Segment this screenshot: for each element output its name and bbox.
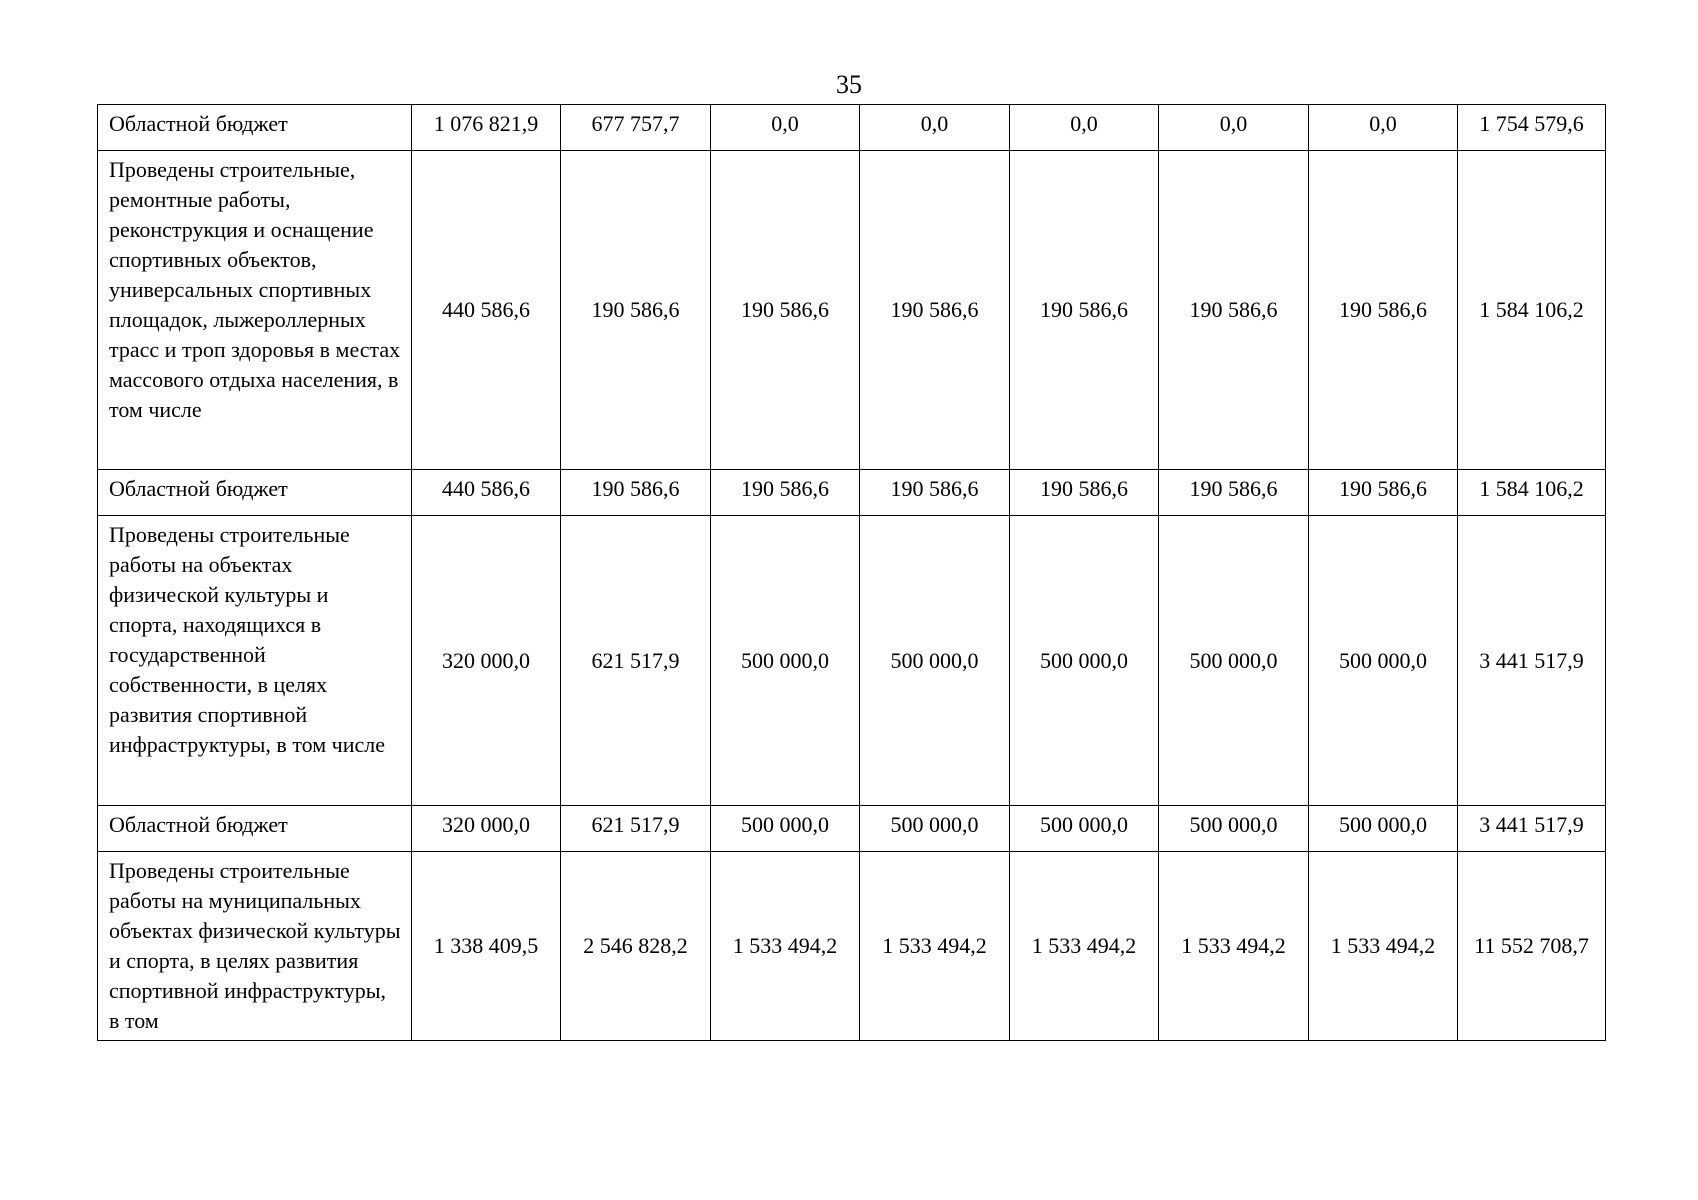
value-cell: 677 757,7: [561, 105, 711, 151]
value-cell: 190 586,6: [1309, 151, 1458, 470]
row-label: Областной бюджет: [98, 470, 412, 516]
value-cell: 0,0: [711, 105, 860, 151]
value-cell: 320 000,0: [412, 516, 561, 806]
value-cell: 190 586,6: [711, 151, 860, 470]
total-cell: 1 754 579,6: [1458, 105, 1606, 151]
value-cell: 500 000,0: [860, 516, 1010, 806]
value-cell: 190 586,6: [1159, 151, 1309, 470]
value-cell: 500 000,0: [1010, 806, 1159, 852]
value-cell: 0,0: [1010, 105, 1159, 151]
budget-table: [97, 104, 1606, 1041]
row-label: Областной бюджет: [98, 806, 412, 852]
value-cell: 500 000,0: [711, 516, 860, 806]
value-cell: 0,0: [1309, 105, 1458, 151]
value-cell: 190 586,6: [561, 470, 711, 516]
value-cell: 621 517,9: [561, 806, 711, 852]
value-cell: 440 586,6: [412, 151, 561, 470]
row-label: Областной бюджет: [98, 105, 412, 151]
table-row: [98, 852, 1606, 1041]
value-cell: 190 586,6: [1159, 470, 1309, 516]
total-cell: 1 584 106,2: [1458, 151, 1606, 470]
value-cell: 1 533 494,2: [860, 852, 1010, 1041]
table-row: [98, 470, 1606, 516]
value-cell: 500 000,0: [1010, 516, 1159, 806]
value-cell: 2 546 828,2: [561, 852, 711, 1041]
value-cell: 440 586,6: [412, 470, 561, 516]
value-cell: 1 076 821,9: [412, 105, 561, 151]
value-cell: 1 533 494,2: [1010, 852, 1159, 1041]
page-number: 35: [836, 70, 862, 99]
value-cell: 500 000,0: [1309, 516, 1458, 806]
value-cell: 190 586,6: [1309, 470, 1458, 516]
total-cell: 3 441 517,9: [1458, 516, 1606, 806]
value-cell: 0,0: [1159, 105, 1309, 151]
row-label: Проведены строительные работы на объектах физической культуры и спорта, находящихся в государственной собственности, в целях развития спортивной инфраструктуры, в том числе: [98, 516, 412, 806]
value-cell: 1 533 494,2: [711, 852, 860, 1041]
value-cell: 621 517,9: [561, 516, 711, 806]
value-cell: 190 586,6: [711, 470, 860, 516]
value-cell: 190 586,6: [860, 151, 1010, 470]
value-cell: 1 533 494,2: [1309, 852, 1458, 1041]
table-row: [98, 806, 1606, 852]
value-cell: 500 000,0: [1159, 806, 1309, 852]
value-cell: 500 000,0: [711, 806, 860, 852]
value-cell: 1 533 494,2: [1159, 852, 1309, 1041]
value-cell: 190 586,6: [860, 470, 1010, 516]
total-cell: 11 552 708,7: [1458, 852, 1606, 1041]
value-cell: 1 338 409,5: [412, 852, 561, 1041]
table-row: [98, 151, 1606, 470]
value-cell: 500 000,0: [1159, 516, 1309, 806]
value-cell: 320 000,0: [412, 806, 561, 852]
row-label: Проведены строительные, ремонтные работы, реконструкция и оснащение спортивных объектов, универсальных спортивных площадок, лыжероллерных трасс и троп здоровья в местах массового отдыха населения, в том числе: [98, 151, 412, 470]
total-cell: 1 584 106,2: [1458, 470, 1606, 516]
value-cell: 0,0: [860, 105, 1010, 151]
table-row: [98, 105, 1606, 151]
row-label: Проведены строительные работы на муниципальных объектах физической культуры и спорта, в целях развития спортивной инфраструктуры, в том: [98, 852, 412, 1041]
value-cell: 190 586,6: [561, 151, 711, 470]
value-cell: 190 586,6: [1010, 470, 1159, 516]
value-cell: 190 586,6: [1010, 151, 1159, 470]
value-cell: 500 000,0: [1309, 806, 1458, 852]
total-cell: 3 441 517,9: [1458, 806, 1606, 852]
table-row: [98, 516, 1606, 806]
value-cell: 500 000,0: [860, 806, 1010, 852]
